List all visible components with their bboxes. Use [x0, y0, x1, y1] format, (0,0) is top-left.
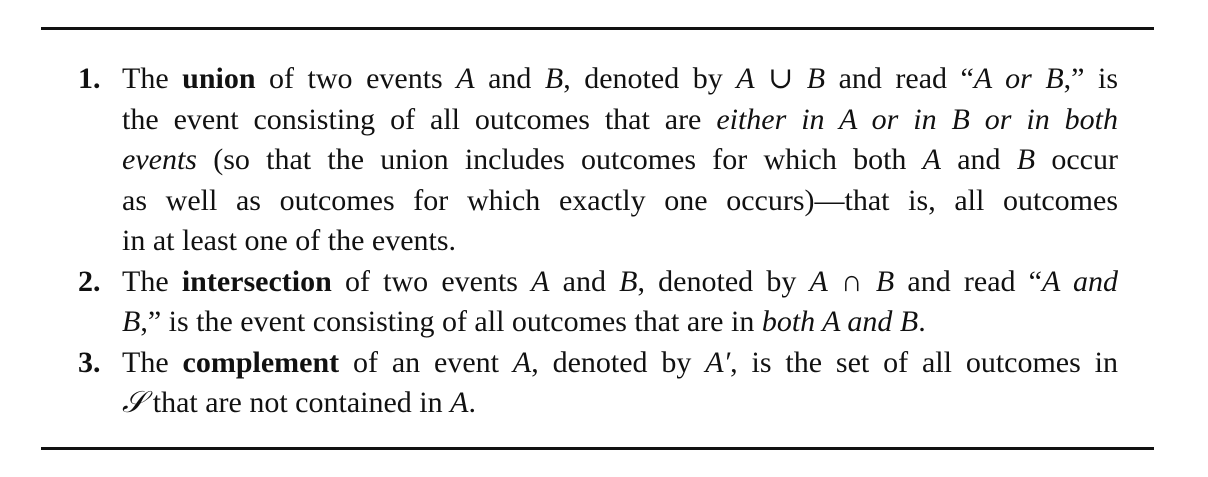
text-line	[122, 100, 1118, 141]
item-number: 1.	[78, 62, 101, 95]
text-line	[122, 383, 1118, 424]
text-run: .	[468, 386, 476, 419]
text-run: and	[940, 143, 1017, 176]
text-run: B	[875, 264, 895, 298]
text-run: A	[531, 264, 550, 298]
text-run: in at least one of the events.	[122, 224, 457, 257]
text-run: and	[474, 62, 545, 95]
text-run: ∪	[754, 62, 807, 95]
top-rule	[41, 27, 1154, 30]
text-run: B	[544, 62, 564, 95]
bottom-rule	[41, 447, 1154, 450]
text-run: B	[619, 264, 638, 298]
text-run: B	[122, 305, 141, 338]
text-run: The	[122, 62, 183, 95]
text-run: as well as outcomes for which exactly one occurs)—that is, all outcomes	[122, 183, 1118, 217]
text-run: A′	[705, 345, 731, 379]
text-run: (so that the union includes outcomes for which both	[196, 143, 923, 176]
definition-complement	[78, 343, 1118, 424]
text-run: of two events	[255, 62, 457, 95]
term-complement: complement	[182, 345, 340, 379]
text-run: A	[809, 264, 828, 298]
text-run: A	[736, 62, 755, 95]
text-run: The	[122, 345, 183, 379]
text-run: ∩	[827, 264, 876, 298]
text-run: A or B	[973, 62, 1064, 95]
text-line	[122, 140, 1118, 181]
text-run: ,” is the event consisting of all outcomes that are in	[140, 305, 762, 338]
sample-space-symbol: 𝒮	[122, 386, 146, 419]
text-run: A	[450, 386, 469, 419]
text-line	[122, 262, 1118, 303]
text-run: A	[456, 62, 475, 95]
text-run: of an event	[339, 345, 513, 379]
text-line	[122, 343, 1118, 384]
text-run: B	[1016, 143, 1036, 176]
text-run: occur	[1035, 143, 1118, 176]
item-number: 2.	[78, 264, 101, 298]
text-line	[122, 181, 1118, 222]
text-run: either in A or in B or in both	[716, 102, 1119, 136]
definition-list	[78, 59, 1118, 424]
text-run: A	[512, 345, 532, 379]
text-run: A and	[1042, 264, 1118, 298]
term-union: union	[182, 62, 256, 95]
text-run: , denoted by	[637, 264, 810, 298]
text-run: B	[806, 62, 826, 95]
text-run: , denoted by	[563, 62, 737, 95]
text-run: and read “	[825, 62, 974, 95]
text-run: and	[549, 264, 620, 298]
text-run: the event consisting of all outcomes that are	[122, 102, 717, 136]
text-run: .	[918, 305, 926, 338]
text-run: and read “	[894, 264, 1042, 298]
text-line	[122, 59, 1118, 100]
text-run: events	[122, 143, 197, 176]
text-run: ,” is	[1063, 62, 1119, 95]
text-run: , is the set of all outcomes in	[730, 345, 1119, 379]
text-run: of two events	[331, 264, 532, 298]
text-line	[122, 302, 1118, 343]
item-number: 3.	[78, 345, 101, 379]
text-run: both A and B	[761, 305, 919, 338]
term-intersection: intersection	[181, 264, 332, 298]
definition-union	[78, 59, 1118, 262]
definition-intersection	[78, 262, 1118, 343]
text-line	[122, 221, 1118, 262]
text-run: , denoted by	[531, 345, 706, 379]
text-run: The	[122, 264, 182, 298]
text-run: that are not contained in	[145, 386, 451, 419]
text-run: A	[922, 143, 941, 176]
